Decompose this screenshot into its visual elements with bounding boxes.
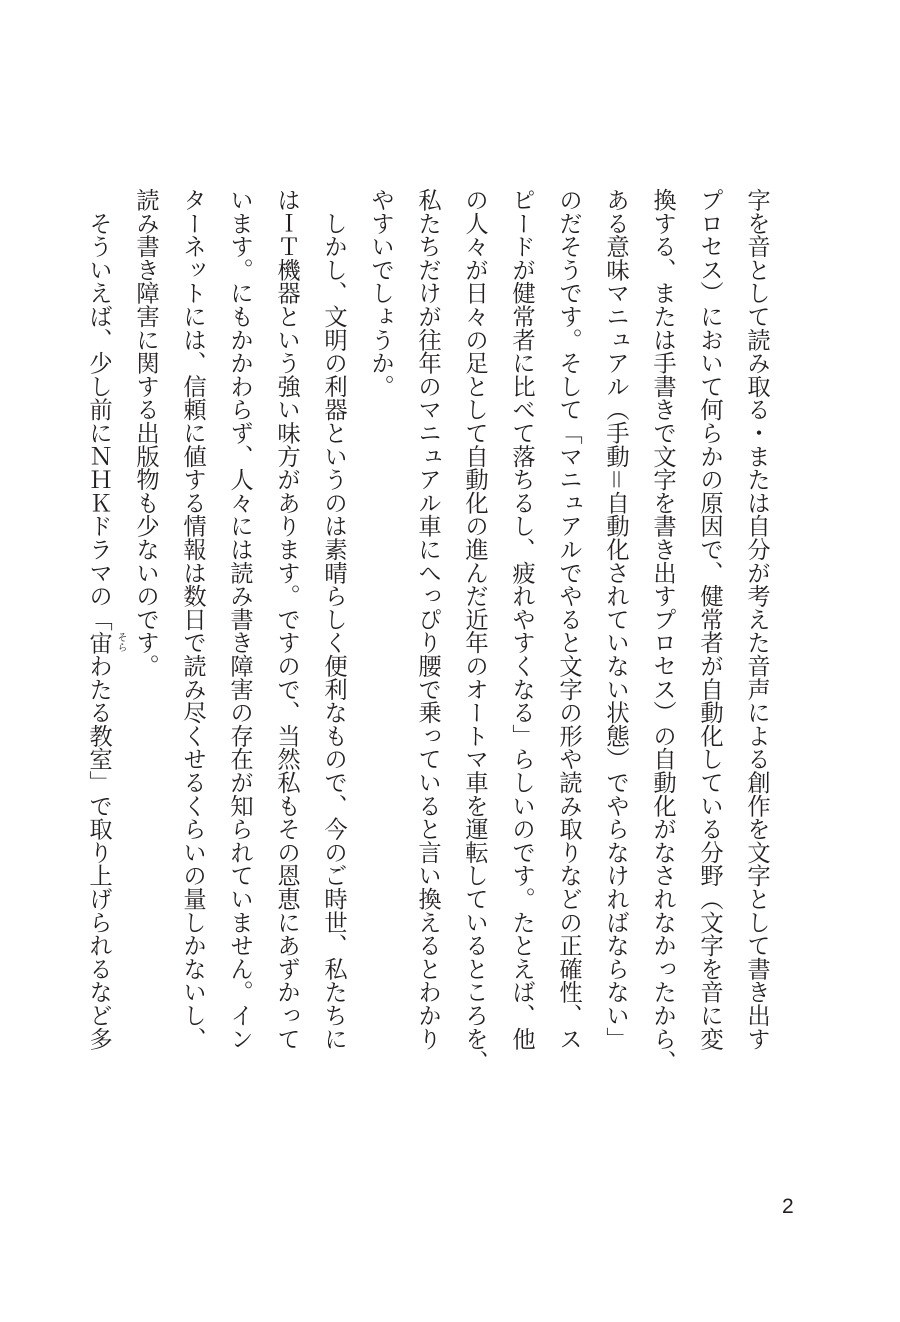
text-line: ターネットには、信頼に値する情報は数日で読み尽くせるくらいの量しかないし、 — [179, 188, 206, 1051]
text-line: 換する、または手書きで文字を書き出すプロセス）の自動化がなされなかったから、 — [649, 188, 676, 1074]
text-line: のだそうです。そして「マニュアルでやると文字の形や読み取りなどの正確性、ス — [555, 188, 582, 1051]
text-line-with-ruby — [75, 188, 126, 1068]
vertical-text-body — [85, 188, 780, 1074]
text-line: ピードが健常者に比べて落ちるし、疲れやすくなる」らしいのです。たとえば、他 — [508, 188, 535, 1051]
text-line: ある意味マニュアル（手動＝自動化されていない状態）でやらなければならない」 — [602, 188, 629, 1051]
page-number: 2 — [782, 1195, 794, 1218]
text-line: 字を音として読み取る・または自分が考えた音声による創作を文字として書き出す — [743, 188, 770, 1051]
text-line: やすいでしょうか。 — [367, 188, 394, 398]
text-line: しかし、文明の利器というのは素晴らしく便利なもので、今のご時世、私たちに — [320, 188, 347, 1051]
ruby-reading: そら — [115, 632, 126, 653]
text-line: はＩＴ機器という強い味方があります。ですので、当然私もその恩恵にあずかって — [273, 188, 300, 1051]
text-line: います。にもかかわらず、人々には読み書き障害の存在が知られていません。イン — [226, 188, 253, 1051]
text-line: 私たちだけが往年のマニュアル車にへっぴり腰で乗っていると言い換えるとわかり — [414, 188, 441, 1051]
text-line: 読み書き障害に関する出版物も少ないのです。 — [132, 188, 159, 678]
text-segment: わたる教室」で取り上げられるなど多 — [85, 654, 112, 1051]
ruby-base — [85, 630, 126, 655]
ruby-base-text: 宙 — [85, 630, 112, 655]
text-line: プロセス）において何らかの原因で、健常者が自動化している分野（文字を音に変 — [696, 188, 723, 1051]
text-line: の人々が日々の足として自動化の進んだ近年のオートマ車を運転しているところを、 — [461, 188, 488, 1074]
text-segment: そういえば、少し前にＮＨＫドラマの「 — [85, 188, 112, 631]
